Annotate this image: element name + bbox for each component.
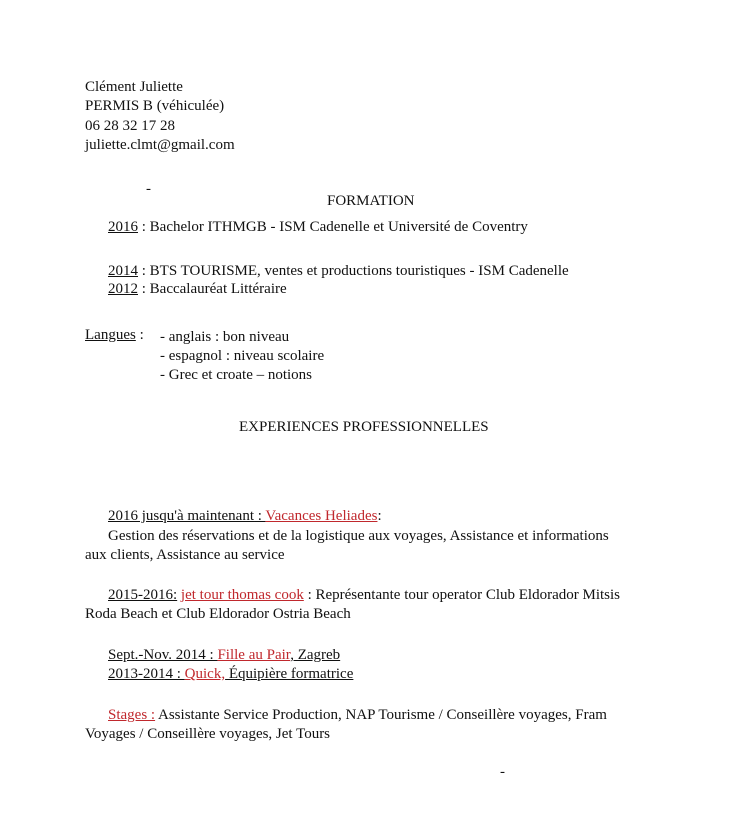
experience-company: jet tour thomas cook	[180, 587, 304, 603]
formation-text: : Baccalauréat Littéraire	[138, 281, 287, 297]
experience-after: , Zagreb	[290, 647, 341, 663]
formation-heading: FORMATION	[327, 193, 415, 209]
email-address: juliette.clmt@gmail.com	[85, 137, 235, 153]
stray-dash-top: -	[146, 181, 151, 197]
langues-label	[85, 326, 144, 345]
formation-year: 2016	[108, 219, 138, 235]
formation-year: 2012	[108, 281, 138, 297]
experience-after: :	[377, 508, 382, 524]
langue-item-espagnol: - espagnol : niveau scolaire	[160, 348, 325, 364]
experience-period: Sept.-Nov. 2014 :	[108, 647, 218, 663]
candidate-name: Clément Juliette	[85, 79, 183, 95]
stages-label: Stages :	[108, 707, 156, 723]
experience-period: 2015-2016:	[108, 587, 178, 603]
experiences-heading: EXPERIENCES PROFESSIONNELLES	[239, 419, 489, 435]
experience-company: Vacances Heliades	[265, 508, 378, 524]
langues-label-text: Langues	[85, 327, 136, 343]
experience-fille-au-pair	[108, 646, 340, 665]
experience-heliades-desc-1: Gestion des réservations et de la logistique aux voyages, Assistance et informations	[108, 528, 609, 544]
formation-year: 2014	[108, 263, 138, 279]
experience-period: 2013-2014 :	[108, 666, 185, 682]
formation-text: : Bachelor ITHMGB - ISM Cadenelle et Université de Coventry	[138, 219, 528, 235]
stages-desc: Assistante Service Production, NAP Tourisme / Conseillère voyages, Fram	[155, 707, 607, 723]
experience-desc: : Représentante tour operator Club Eldorador Mitsis	[303, 587, 621, 603]
experience-period: 2016 jusqu'à maintenant	[108, 508, 255, 524]
experience-stages	[108, 706, 607, 725]
experience-jettour	[108, 586, 620, 605]
experience-separator: :	[254, 508, 266, 524]
experience-jettour-desc-2: Roda Beach et Club Eldorador Ostria Beach	[85, 606, 351, 622]
formation-item-2016	[108, 218, 528, 237]
experience-quick	[108, 665, 353, 684]
experience-heliades-desc-2: aux clients, Assistance au service	[85, 547, 285, 563]
driving-permit: PERMIS B (véhiculée)	[85, 98, 225, 114]
stray-dash-bottom: -	[500, 764, 505, 780]
formation-item-2014	[108, 262, 569, 281]
phone-number: 06 28 32 17 28	[85, 118, 175, 134]
langue-item-grec-croate: - Grec et croate – notions	[160, 367, 313, 383]
experience-company: Fille au Pair	[217, 647, 291, 663]
experience-stages-desc-2: Voyages / Conseillère voyages, Jet Tours	[85, 726, 331, 742]
experience-company: Quick,	[184, 666, 226, 682]
experience-heliades	[108, 507, 382, 526]
langues-label-colon: :	[135, 327, 144, 343]
formation-text: : BTS TOURISME, ventes et productions touristiques - ISM Cadenelle	[138, 263, 569, 279]
experience-after: Équipière formatrice	[225, 666, 354, 682]
formation-item-2012	[108, 280, 287, 299]
langue-item-anglais: - anglais : bon niveau	[160, 329, 290, 345]
